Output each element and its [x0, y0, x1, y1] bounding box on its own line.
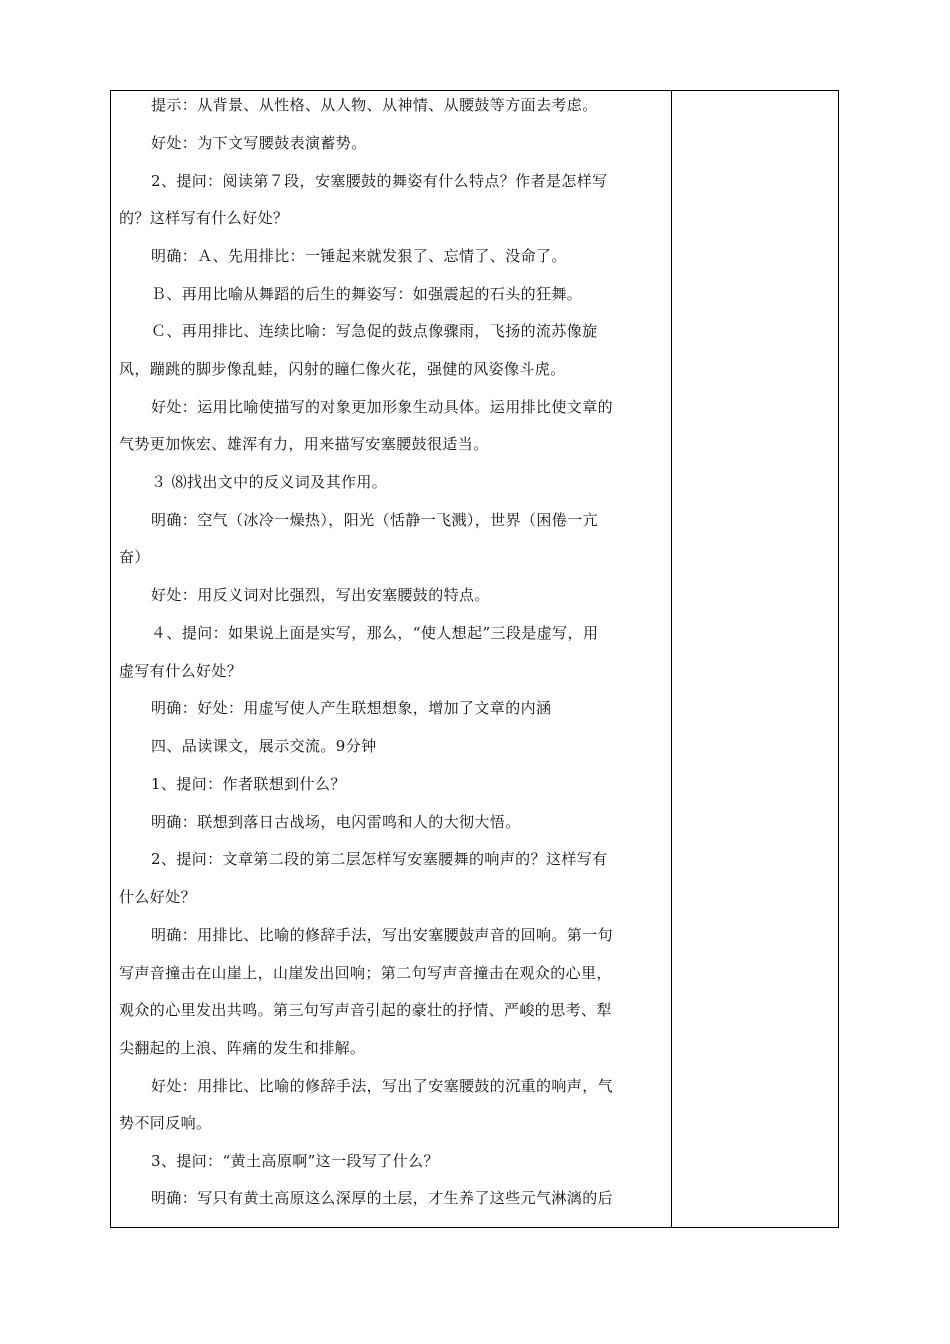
text-line: 四、品读课文，展示交流。9分钟 — [151, 737, 377, 755]
text-line: 好处：用反义词对比强烈，写出安塞腰鼓的特点。 — [151, 586, 490, 604]
text-line: 2、提问：阅读第７段，安塞腰鼓的舞姿有什么特点？作者是怎样写 — [151, 172, 608, 190]
text-line: Ｂ、再用比喻从舞蹈的后生的舞姿写：如强震起的石头的狂舞。 — [151, 285, 583, 303]
text-line: 奋） — [119, 548, 150, 566]
text-line: Ｃ、再用排比、连续比喻：写急促的鼓点像骤雨，飞扬的流苏像旋 — [151, 322, 598, 340]
text-line: 尖翻起的上浪、阵痛的发生和排解。 — [119, 1039, 366, 1057]
text-line: 好处：运用比喻使描写的对象更加形象生动具体。运用排比使文章的 — [151, 398, 614, 416]
text-line: 势不同反响。 — [119, 1114, 212, 1132]
text-line: ３ ⑻找出文中的反义词及其作用。 — [151, 473, 388, 491]
text-line: 虚写有什么好处？ — [119, 662, 243, 680]
text-line: 明确：写只有黄土高原这么深厚的土层，才生养了这些元气淋漓的后 — [151, 1189, 614, 1207]
text-line: 2、提问：文章第二段的第二层怎样写安塞腰舞的响声的？这样写有 — [151, 850, 608, 868]
notes-cell — [672, 91, 838, 1227]
text-line: 好处：用排比、比喻的修辞手法，写出了安塞腰鼓的沉重的响声，气 — [151, 1077, 614, 1095]
text-line: 明确：用排比、比喻的修辞手法，写出安塞腰鼓声音的回响。第一句 — [151, 926, 614, 944]
text-line: 明确：Ａ、先用排比：一锤起来就发狠了、忘情了、没命了。 — [151, 247, 567, 265]
text-line: 提示：从背景、从性格、从人物、从神情、从腰鼓等方面去考虑。 — [151, 96, 598, 114]
text-line: ４、提问：如果说上面是实写，那么，“使人想起”三段是虚写，用 — [151, 624, 599, 642]
text-line: 明确：好处：用虚写使人产生联想想象，增加了文章的内涵 — [151, 699, 552, 717]
text-line: 观众的心里发出共鸣。第三句写声音引起的豪壮的抒情、严峻的思考、犁 — [119, 1001, 612, 1019]
lesson-table — [110, 90, 839, 1228]
text-line: 明确：联想到落日古战场，电闪雷鸣和人的大彻大悟。 — [151, 813, 521, 831]
text-line: 3、提问：“黄土高原啊”这一段写了什么？ — [151, 1152, 439, 1170]
text-line: 好处：为下文写腰鼓表演蓄势。 — [151, 134, 367, 152]
text-line: 写声音撞击在山崖上，山崖发出回响；第二句写声音撞击在观众的心里， — [119, 964, 612, 982]
text-line: 什么好处？ — [119, 888, 197, 906]
text-line: 明确：空气（冰冷一燥热），阳光（恬静一飞溅），世界（困倦一亢 — [151, 511, 599, 529]
text-line: 风，蹦跳的脚步像乱蛙，闪射的瞳仁像火花，强健的风姿像斗虎。 — [119, 360, 566, 378]
text-line: 气势更加恢宏、雄浑有力，用来描写安塞腰鼓很适当。 — [119, 435, 489, 453]
lesson-content-cell — [111, 91, 671, 1227]
text-line: 1、提问：作者联想到什么？ — [151, 775, 346, 793]
text-line: 的？这样写有什么好处？ — [119, 209, 289, 227]
